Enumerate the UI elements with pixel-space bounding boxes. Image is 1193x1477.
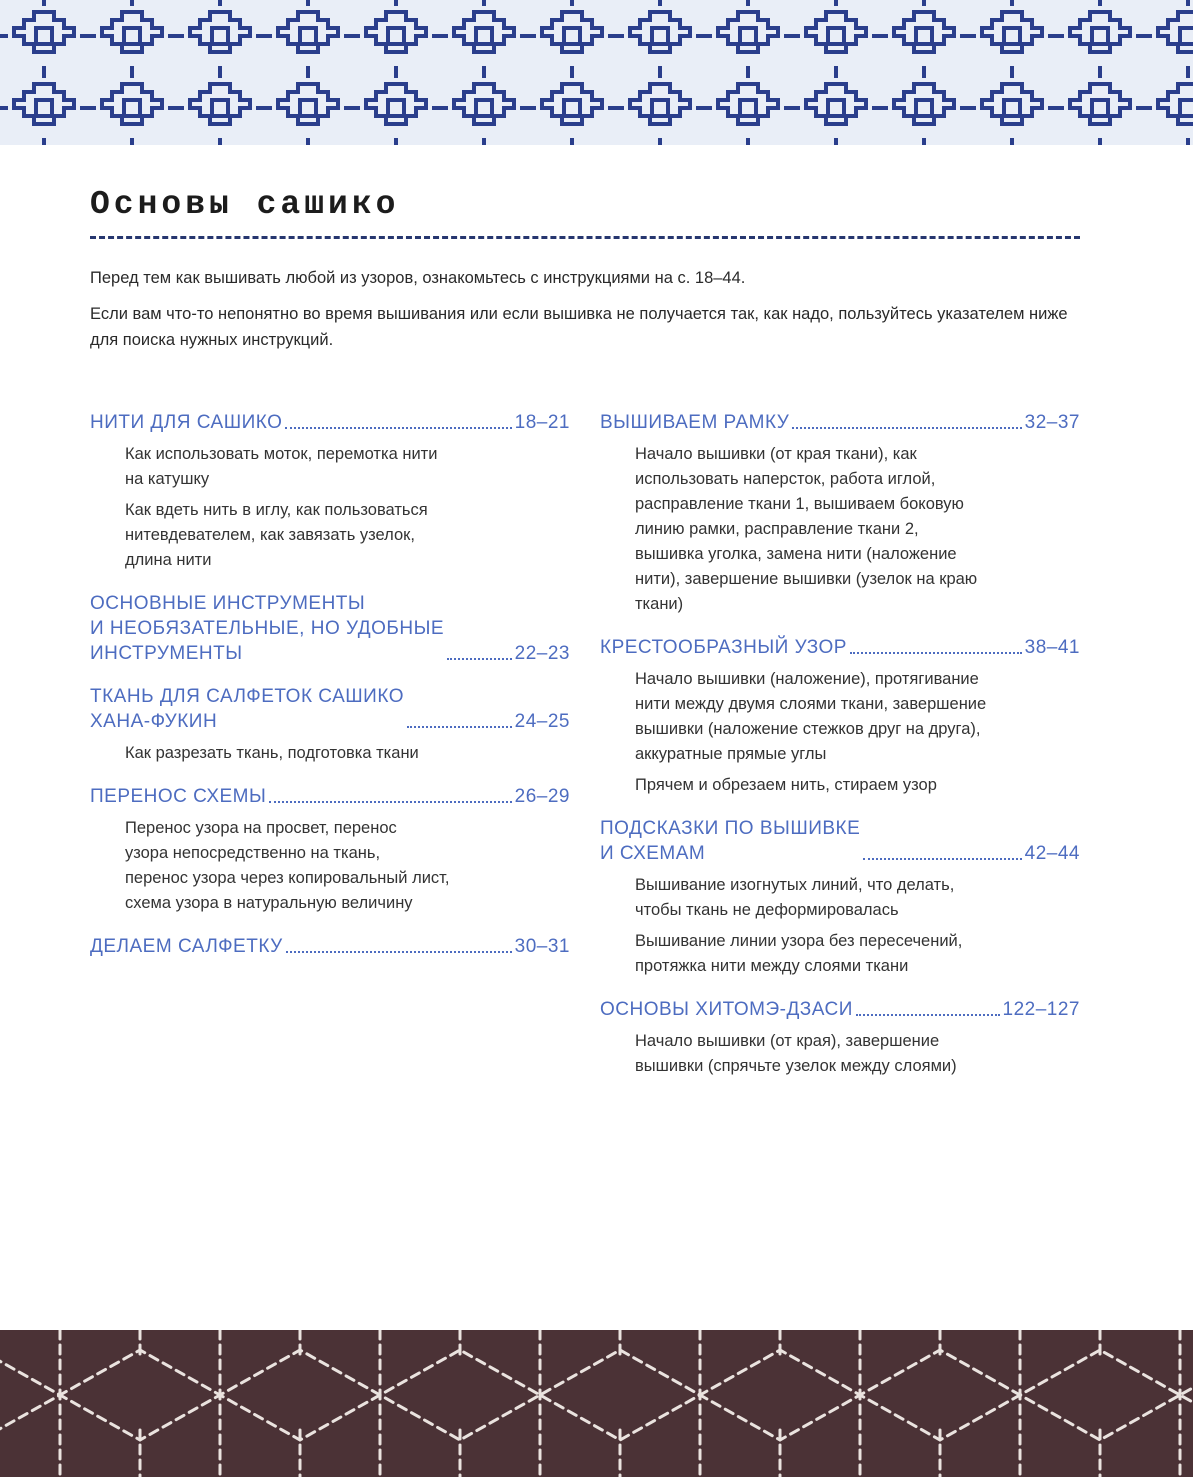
- toc-entry-heading[interactable]: [600, 635, 1080, 660]
- toc-entry-title: ТКАНЬ ДЛЯ САЛФЕТОК САШИКО ХАНА-ФУКИН: [90, 686, 404, 732]
- toc-right-column: [600, 410, 1080, 1097]
- toc-entry-pages: 38–41: [1024, 637, 1080, 658]
- toc-entry-pages: 24–25: [514, 711, 570, 732]
- toc-entry: [600, 410, 1080, 617]
- toc-entry-pages: 42–44: [1024, 843, 1080, 864]
- toc-dot-leader: [285, 427, 511, 429]
- toc-entry-pages: 30–31: [514, 936, 570, 957]
- toc-dot-leader: [792, 427, 1021, 429]
- intro-paragraph-1: Перед тем как вышивать любой из узоров, ознакомьтесь с инструкциями на с. 18–44.: [90, 269, 746, 287]
- toc-dot-leader: [850, 652, 1022, 654]
- toc-entry-heading[interactable]: [600, 816, 1080, 866]
- intro-text: [90, 265, 1100, 363]
- toc-entry: [90, 684, 570, 766]
- toc-entry: [600, 635, 1080, 798]
- toc-entry: [90, 934, 570, 959]
- toc-subentry: Начало вышивки (от края), завершение вышивки (спрячьте узелок между слоями): [635, 1032, 957, 1075]
- toc-entry-title: ДЕЛАЕМ САЛФЕТКУ: [90, 936, 283, 957]
- bottom-stitch-pattern: [0, 1330, 1193, 1477]
- toc-entry-heading[interactable]: [600, 410, 1080, 435]
- toc-dot-leader: [269, 801, 511, 803]
- toc-subentry: Как использовать моток, перемотка нити на катушку: [125, 445, 438, 488]
- toc-entry-heading[interactable]: [90, 410, 570, 435]
- toc-entry: [90, 410, 570, 573]
- toc-entry: [90, 591, 570, 666]
- toc-entry-title: КРЕСТООБРАЗНЫЙ УЗОР: [600, 637, 847, 658]
- toc-dot-leader: [447, 658, 512, 660]
- toc-dot-leader: [863, 858, 1021, 860]
- toc-entry-pages: 18–21: [514, 412, 570, 433]
- toc-entry: [90, 784, 570, 916]
- sashiko-bottom-pattern-image: [0, 1330, 1193, 1477]
- toc-entry-title: ОСНОВНЫЕ ИНСТРУМЕНТЫ И НЕОБЯЗАТЕЛЬНЫЕ, НО УДОБНЫЕ ИНСТРУМЕНТЫ: [90, 593, 445, 664]
- toc-subentry: Прячем и обрезаем нить, стираем узор: [635, 776, 937, 794]
- toc-entry-pages: 32–37: [1024, 412, 1080, 433]
- toc-subentry: Перенос узора на просвет, перенос узора непосредственно на ткань, перенос узора через копировальный лист, схема узора в натуральную величину: [125, 819, 450, 912]
- toc-entry-pages: 22–23: [514, 643, 570, 664]
- toc-entry-title: ПОДСКАЗКИ ПО ВЫШИВКЕ И СХЕМАМ: [600, 818, 861, 864]
- toc-entry-heading[interactable]: [90, 684, 570, 734]
- toc-subentry: Начало вышивки (от края ткани), как использовать наперсток, работа иглой, расправление ткани 1, вышиваем боковую линию рамки, расправление ткани 2, вышивка уголка, замена нити (наложение нити), завершение вышивки (узелок на краю ткани): [635, 445, 978, 613]
- toc-entry: [600, 816, 1080, 979]
- page-title: Основы сашико: [90, 186, 400, 223]
- toc-subentry: Как разрезать ткань, подготовка ткани: [125, 744, 419, 762]
- toc-dot-leader: [286, 951, 512, 953]
- toc-left-column: [90, 410, 570, 977]
- toc-entry: [600, 997, 1080, 1079]
- toc-entry-pages: 26–29: [514, 786, 570, 807]
- toc-entry-heading[interactable]: [600, 997, 1080, 1022]
- toc-dot-leader: [856, 1014, 1000, 1016]
- toc-entry-title: НИТИ ДЛЯ САШИКО: [90, 412, 283, 433]
- sashiko-top-pattern-image: [0, 0, 1193, 145]
- toc-entry-heading[interactable]: [90, 784, 570, 809]
- toc-dot-leader: [407, 726, 512, 728]
- toc-entry-pages: 122–127: [1002, 999, 1080, 1020]
- intro-paragraph-2: Если вам что-то непонятно во время вышивания или если вышивка не получается так, как надо, пользуйтесь указателем ниже для поиска нужных инструкций.: [90, 305, 1068, 349]
- toc-subentry: Вышивание изогнутых линий, что делать, чтобы ткань не деформировалась: [635, 876, 955, 919]
- title-dashed-rule: [90, 236, 1080, 239]
- toc-entry-heading[interactable]: [90, 934, 570, 959]
- toc-entry-heading[interactable]: [90, 591, 570, 666]
- toc-entry-title: ПЕРЕНОС СХЕМЫ: [90, 786, 267, 807]
- toc-subentry: Вышивание линии узора без пересечений, протяжка нити между слоями ткани: [635, 932, 963, 975]
- toc-subentry: Начало вышивки (наложение), протягивание нити между двумя слоями ткани, завершение вышивки (наложение стежков друг на друга), аккуратные прямые углы: [635, 670, 987, 763]
- toc-subentry: Как вдеть нить в иглу, как пользоваться нитевдевателем, как завязать узелок, длина нити: [125, 501, 428, 569]
- toc-entry-title: ОСНОВЫ ХИТОМЭ-ДЗАСИ: [600, 999, 853, 1020]
- toc-entry-title: ВЫШИВАЕМ РАМКУ: [600, 412, 790, 433]
